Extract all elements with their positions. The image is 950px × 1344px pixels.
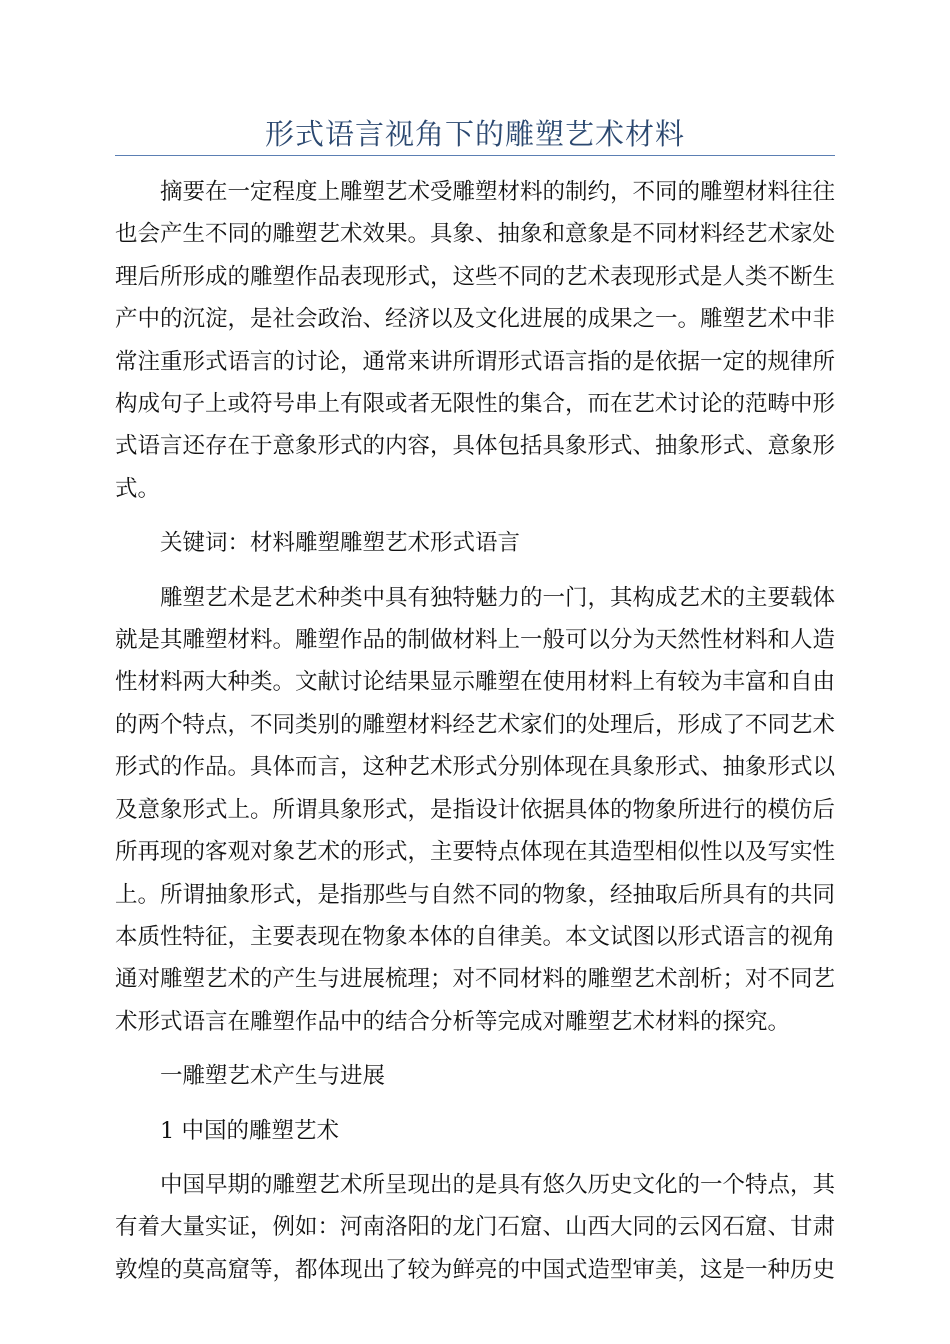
body-paragraph: 中国早期的雕塑艺术所呈现出的是具有悠久历史文化的一个特点，其有着大量实证，例如：河南洛阳的龙门石窟、山西大同的云冈石窟、甘肃敦煌的莫高窟等，都体现出了较为鲜亮的中国式造型审美，这是一种历史: [115, 1171, 836, 1283]
intro-paragraph: 雕塑艺术是艺术种类中具有独特魅力的一门，其构成艺术的主要载体就是其雕塑材料。雕塑作品的制做材料上一般可以分为天然性材料和人造性材料两大种类。文献讨论结果显示雕塑在使用材料上有较为丰富和自由的两个特点，不同类别的雕塑材料经艺术家们的处理后，形成了不同艺术形式的作品。具体而言，这种艺术形式分别体现在具象形式、抽象形式以及意象形式上。所谓具象形式，是指设计依据具体的物象所进行的模仿后所再现的客观对象艺术的形式，主要特点体现在其造型相似性以及写实性上。所谓抽象形式，是指那些与自然不同的物象，经抽取后所具有的共同本质性特征，主要表现在物象本体的自律美。本文试图以形式语言的视角通对雕塑艺术的产生与进展梳理；对不同材料的雕塑艺术剖析；对不同艺术形式语言在雕塑作品中的结合分析等完成对雕塑艺术材料的探究。: [115, 584, 836, 1035]
document-title: 形式语言视角下的雕塑艺术材料: [264, 117, 685, 151]
subsection-heading: 1 中国的雕塑艺术: [160, 1117, 339, 1144]
section-heading: 一雕塑艺术产生与进展: [160, 1063, 386, 1090]
abstract-paragraph: 摘要在一定程度上雕塑艺术受雕塑材料的制约，不同的雕塑材料往往也会产生不同的雕塑艺术效果。具象、抽象和意象是不同材料经艺术家处理后所形成的雕塑作品表现形式，这些不同的艺术表现形式是人类不断生产中的沉淀，是社会政治、经济以及文化进展的成果之一。雕塑艺术中非常注重形式语言的讨论，通常来讲所谓形式语言指的是依据一定的规律所构成句子上或符号串上有限或者无限性的集合，而在艺术讨论的范畴中形式语言还存在于意象形式的内容，具体包括具象形式、抽象形式、意象形式。: [115, 179, 836, 502]
document-body: [115, 171, 835, 1303]
title-underline: [115, 155, 835, 156]
keywords-paragraph: 关键词：材料雕塑雕塑艺术形式语言: [160, 530, 521, 557]
